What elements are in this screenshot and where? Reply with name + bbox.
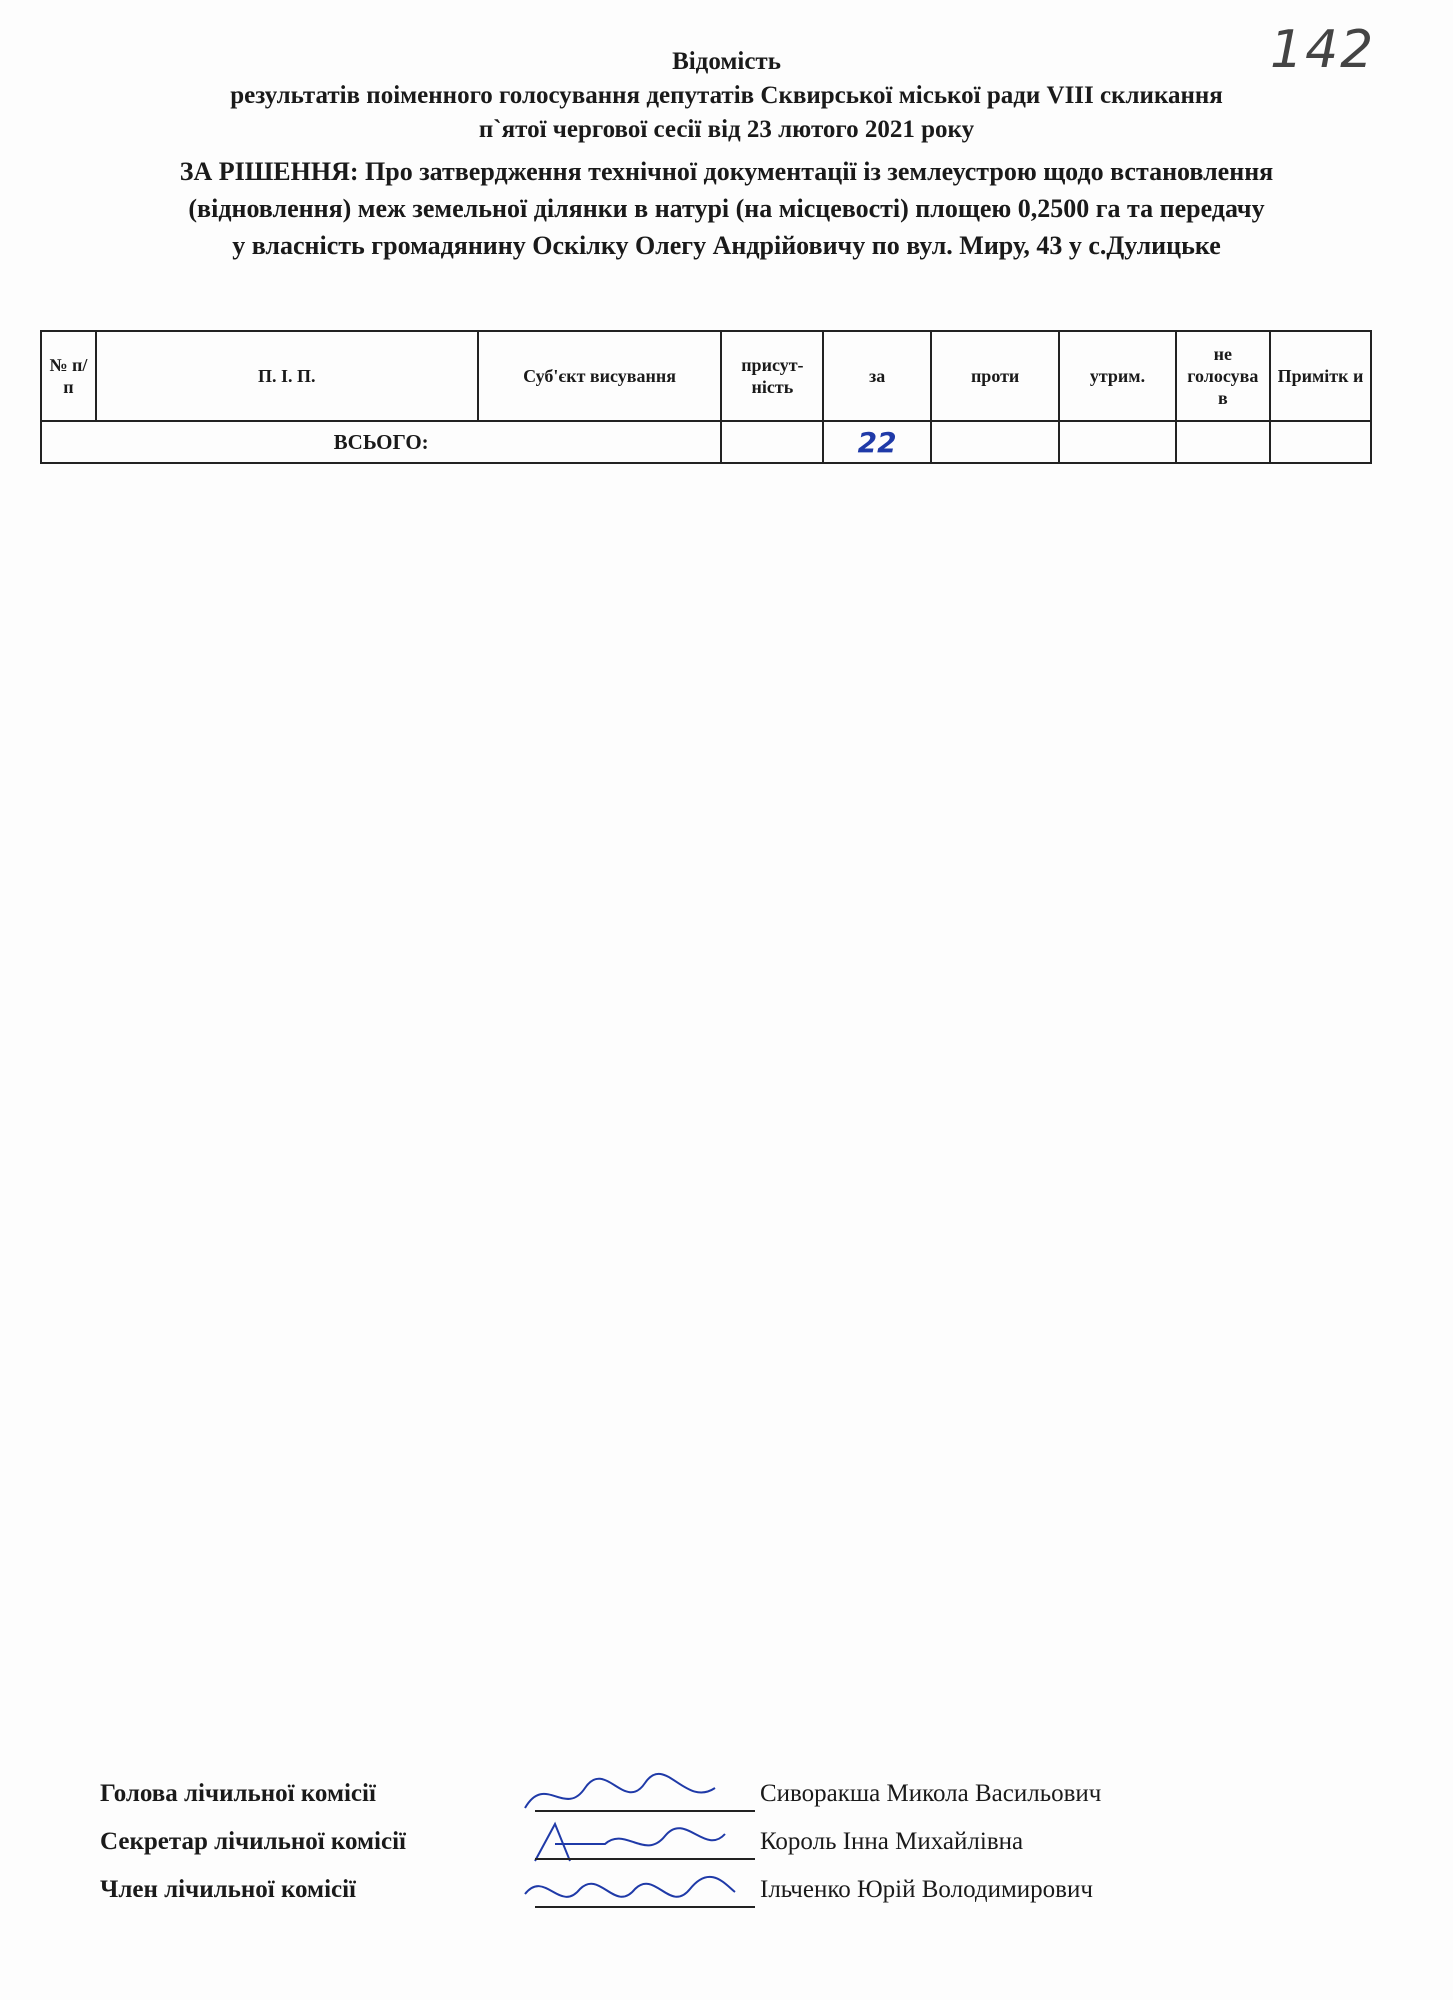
chair-name: Сиворакша Микола Васильович [760, 1780, 1102, 1807]
total-row [41, 421, 1371, 463]
signature-icon [515, 1816, 745, 1871]
chair-row [0, 1780, 1453, 1820]
empty-total-cell [1059, 421, 1175, 463]
col-party: Суб'єкт висування [478, 331, 722, 421]
member-row [0, 1876, 1453, 1916]
signature-icon [515, 1864, 745, 1919]
signature-line [535, 1810, 755, 1812]
member-role: Член лічильної комісії [100, 1876, 357, 1903]
decision-line: у власність громадянину Оскілку Олегу Андрійовичу по вул. Миру, 43 у с.Дулицьке [232, 231, 1221, 260]
empty-total-cell [931, 421, 1059, 463]
col-not-voted: не голосува в [1176, 331, 1270, 421]
col-against: проти [931, 331, 1059, 421]
table-header-row [41, 331, 1371, 421]
secretary-name: Король Інна Михайлівна [760, 1828, 1024, 1855]
document-title: Відомість [672, 48, 781, 75]
session-info: п`ятої чергової сесії від 23 лютого 2021 року [478, 116, 975, 143]
col-name: П. І. П. [96, 331, 478, 421]
col-abstain: утрим. [1059, 331, 1175, 421]
decision-line: (відновлення) меж земельної ділянки в натурі (на місцевості) площею 0,2500 га та передачу [188, 194, 1265, 223]
secretary-row [0, 1828, 1453, 1868]
decision-text [0, 153, 1453, 264]
for-total: 22 [823, 421, 931, 463]
decision-line: ЗА РІШЕННЯ: Про затвердження технічної документації із землеустрою щодо встановлення [179, 157, 1274, 186]
empty-total-cell [1270, 421, 1371, 463]
total-label: ВСЬОГО: [41, 421, 721, 463]
page-number: 142 [1270, 20, 1376, 80]
empty-total-cell [1176, 421, 1270, 463]
col-presence: присут-ність [721, 331, 823, 421]
document-subtitle: результатів поіменного голосування депутатів Сквирської міської ради VIII скликання [230, 82, 1223, 109]
col-notes: Примітк и [1270, 331, 1371, 421]
vote-table-body [41, 421, 1371, 463]
chair-role: Голова лічильної комісії [100, 1780, 376, 1807]
vote-table [40, 330, 1372, 464]
member-name: Ільченко Юрій Володимирович [760, 1876, 1093, 1903]
signature-line [535, 1858, 755, 1860]
secretary-role: Секретар лічильної комісії [100, 1828, 406, 1855]
document-header [0, 45, 1453, 264]
signature-line [535, 1906, 755, 1908]
presence-total [721, 421, 823, 463]
col-number: № п/п [41, 331, 96, 421]
col-for: за [823, 331, 931, 421]
signature-icon [515, 1768, 745, 1823]
